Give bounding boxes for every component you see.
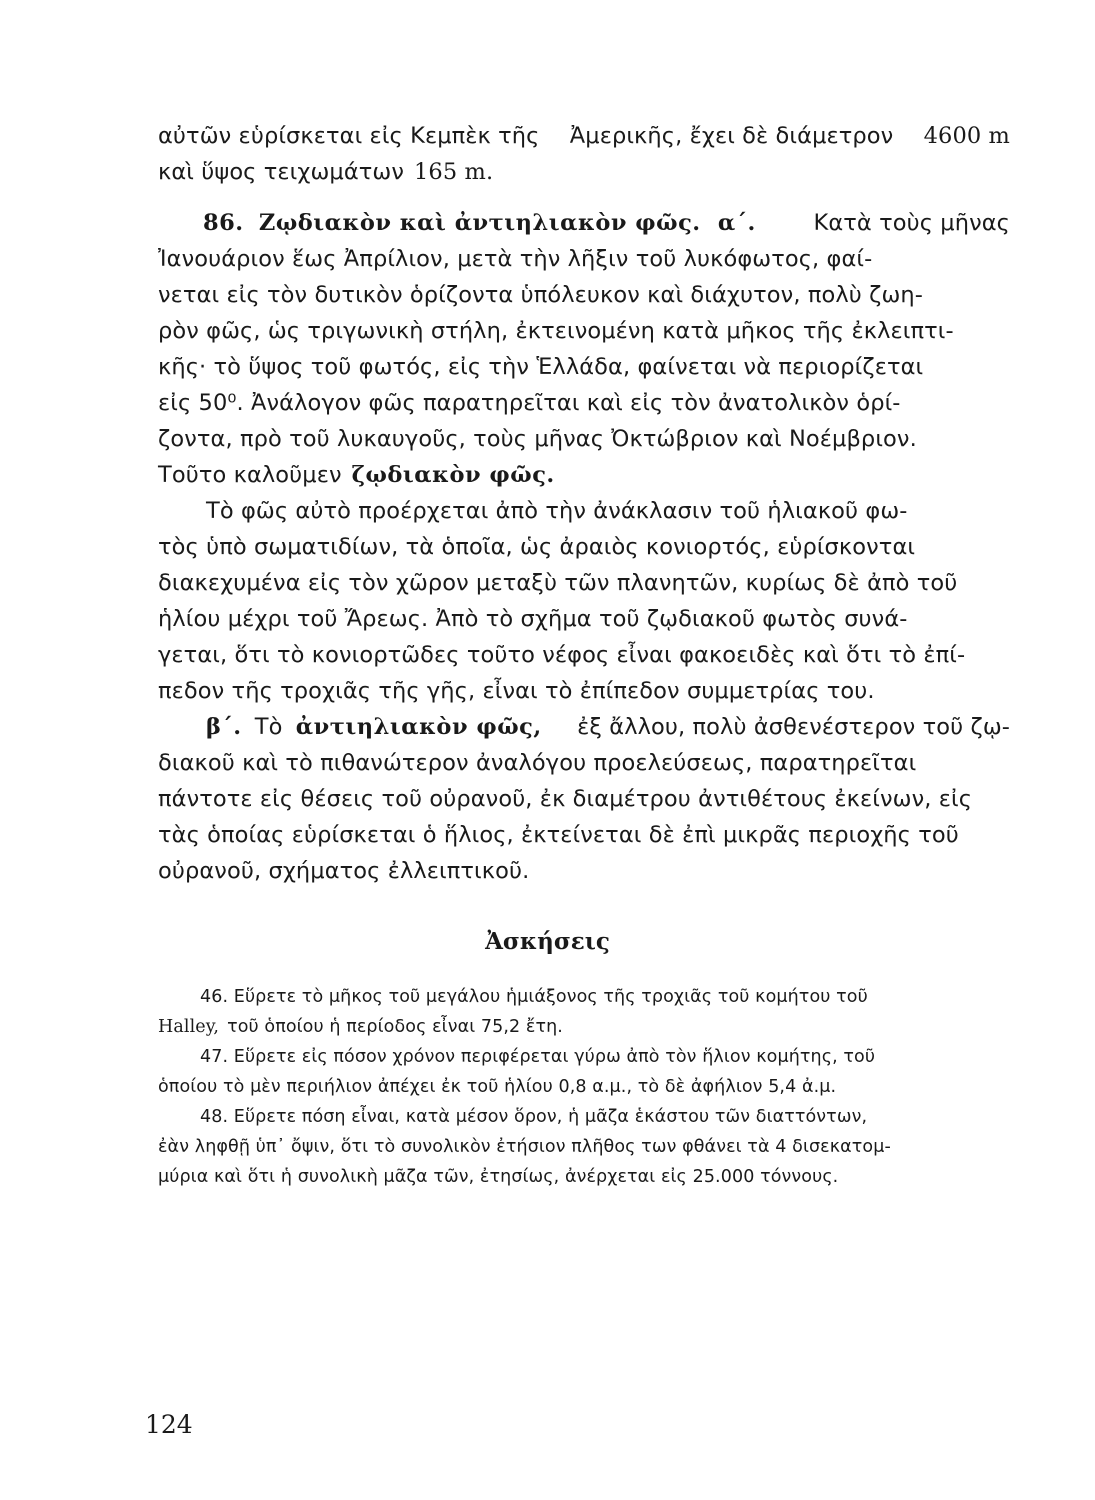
text-line: ἡλίου μέχρι τοῦ Ἄρεως. Ἀπὸ τὸ σχῆμα τοῦ ζῳδιακοῦ φωτὸς συνά- [158,606,908,632]
text-line: καὶ ὕψος τειχωμάτων 165 m. [158,159,494,185]
exercise-46: 46. Εὕρετε τὸ μῆκος τοῦ μεγάλου ἡμιάξονος τῆς τροχιᾶς τοῦ κομήτου τοῦ [200,987,868,1007]
text-line: γεται, ὅτι τὸ κονιορτῶδες τοῦτο νέφος εἶναι φακοειδὲς καὶ ὅτι τὸ ἐπί- [158,642,966,668]
term-zodiacal-light: ζῳδιακὸν φῶς. [351,462,555,488]
text-line: β΄. Τὸ ἀντιηλιακὸν φῶς, ἐξ ἄλλου, πολὺ ἀσθενέστερον τοῦ ζῳ- [206,714,1010,740]
exercise-48: 48. Εὕρετε πόση εἶναι, κατὰ μέσον ὅρον, ἡ μᾶζα ἑκάστου τῶν διαττόντων, [200,1107,868,1127]
text-line: ὁποίου τὸ μὲν περιήλιον ἀπέχει ἐκ τοῦ ἡλίου 0,8 α.μ., τὸ δὲ ἀφήλιον 5,4 ἀ.μ. [158,1077,837,1097]
page-number: 124 [145,1410,193,1439]
text-line: Ἰανουάριον ἕως Ἀπρίλιον, μετὰ τὴν λῆξιν τοῦ λυκόφωτος, φαί- [158,246,873,272]
text-line: διακοῦ καὶ τὸ πιθανώτερον ἀναλόγου προελεύσεως, παρατηρεῖται [158,750,917,776]
exercises-list [158,982,1010,1192]
text-line: νεται εἰς τὸν δυτικὸν ὁρίζοντα ὑπόλευκον καὶ διάχυτον, πολὺ ζωη- [158,282,923,308]
exercise-47: 47. Εὕρετε εἰς πόσον χρόνον περιφέρεται γύρω ἀπὸ τὸν ἥλιον κομήτης, τοῦ [200,1047,876,1067]
section-title: Ζῳδιακὸν καὶ ἀντιηλιακὸν φῶς. [258,210,701,236]
text-line: Τοῦτο καλοῦμεν ζῳδιακὸν φῶς. [158,457,1010,493]
text-line: ζοντα, πρὸ τοῦ λυκαυγοῦς, τοὺς μῆνας Ὀκτώβριον καὶ Νοέμβριον. [158,426,917,452]
section-number: 86. [203,210,244,236]
subsection-alpha: α΄. [717,210,756,236]
text-line: πεδον τῆς τροχιᾶς τῆς γῆς, εἶναι τὸ ἐπίπεδον συμμετρίας του. [158,678,875,704]
text-line: ρὸν φῶς, ὡς τριγωνικὴ στήλη, ἐκτεινομένη κατὰ μῆκος τῆς ἐκλειπτι- [158,318,954,344]
term-gegenschein: ἀντιηλιακὸν φῶς, [295,714,542,740]
text-line: κῆς· τὸ ὕψος τοῦ φωτός, εἰς τὴν Ἑλλάδα, φαίνεται νὰ περιορίζεται [158,354,924,380]
text-line: αὐτῶν εὑρίσκεται εἰς Κεμπὲκ τῆς Ἀμερικῆς, ἔχει δὲ διάμετρον 4600 m [158,123,1010,149]
text-line: Τὸ φῶς αὐτὸ προέρχεται ἀπὸ τὴν ἀνάκλασιν τοῦ ἡλιακοῦ φω- [206,498,908,524]
text-line: εἰς 50⁰. Ἀνάλογον φῶς παρατηρεῖται καὶ εἰς τὸν ἀνατολικὸν ὁρί- [158,390,901,416]
section-86 [158,205,1010,889]
text-line: πάντοτε εἰς θέσεις τοῦ οὐρανοῦ, ἐκ διαμέτρου ἀντιθέτους ἐκείνων, εἰς [158,786,973,812]
subsection-beta: β΄. [206,714,242,740]
text-line: οὐρανοῦ, σχήματος ἐλλειπτικοῦ. [158,858,530,884]
text-line: μύρια καὶ ὅτι ἡ συνολικὴ μᾶζα τῶν, ἐτησίως, ἀνέρχεται εἰς 25.000 τόννους. [158,1167,839,1187]
text-line: 86. Ζῳδιακὸν καὶ ἀντιηλιακὸν φῶς. α΄. Κατὰ τοὺς μῆνας [203,210,1010,236]
text-line: Halley, τοῦ ὁποίου ἡ περίοδος εἶναι 75,2 ἔτη. [158,1017,563,1037]
exercises-heading: Ἀσκήσεις [485,928,610,955]
text-line: ἐὰν ληφθῇ ὑπ᾽ ὄψιν, ὅτι τὸ συνολικὸν ἐτήσιον πλῆθος των φθάνει τὰ 4 δισεκατομ- [158,1137,891,1157]
text-line: τὰς ὁποίας εὑρίσκεται ὁ ἥλιος, ἐκτείνεται δὲ ἐπὶ μικρᾶς περιοχῆς τοῦ [158,822,959,848]
text-line: διακεχυμένα εἰς τὸν χῶρον μεταξὺ τῶν πλανητῶν, κυρίως δὲ ἀπὸ τοῦ [158,570,958,596]
text-line: τὸς ὑπὸ σωματιδίων, τὰ ὁποῖα, ὡς ἀραιὸς κονιορτός, εὑρίσκονται [158,534,916,560]
intro-paragraph [158,118,1010,190]
